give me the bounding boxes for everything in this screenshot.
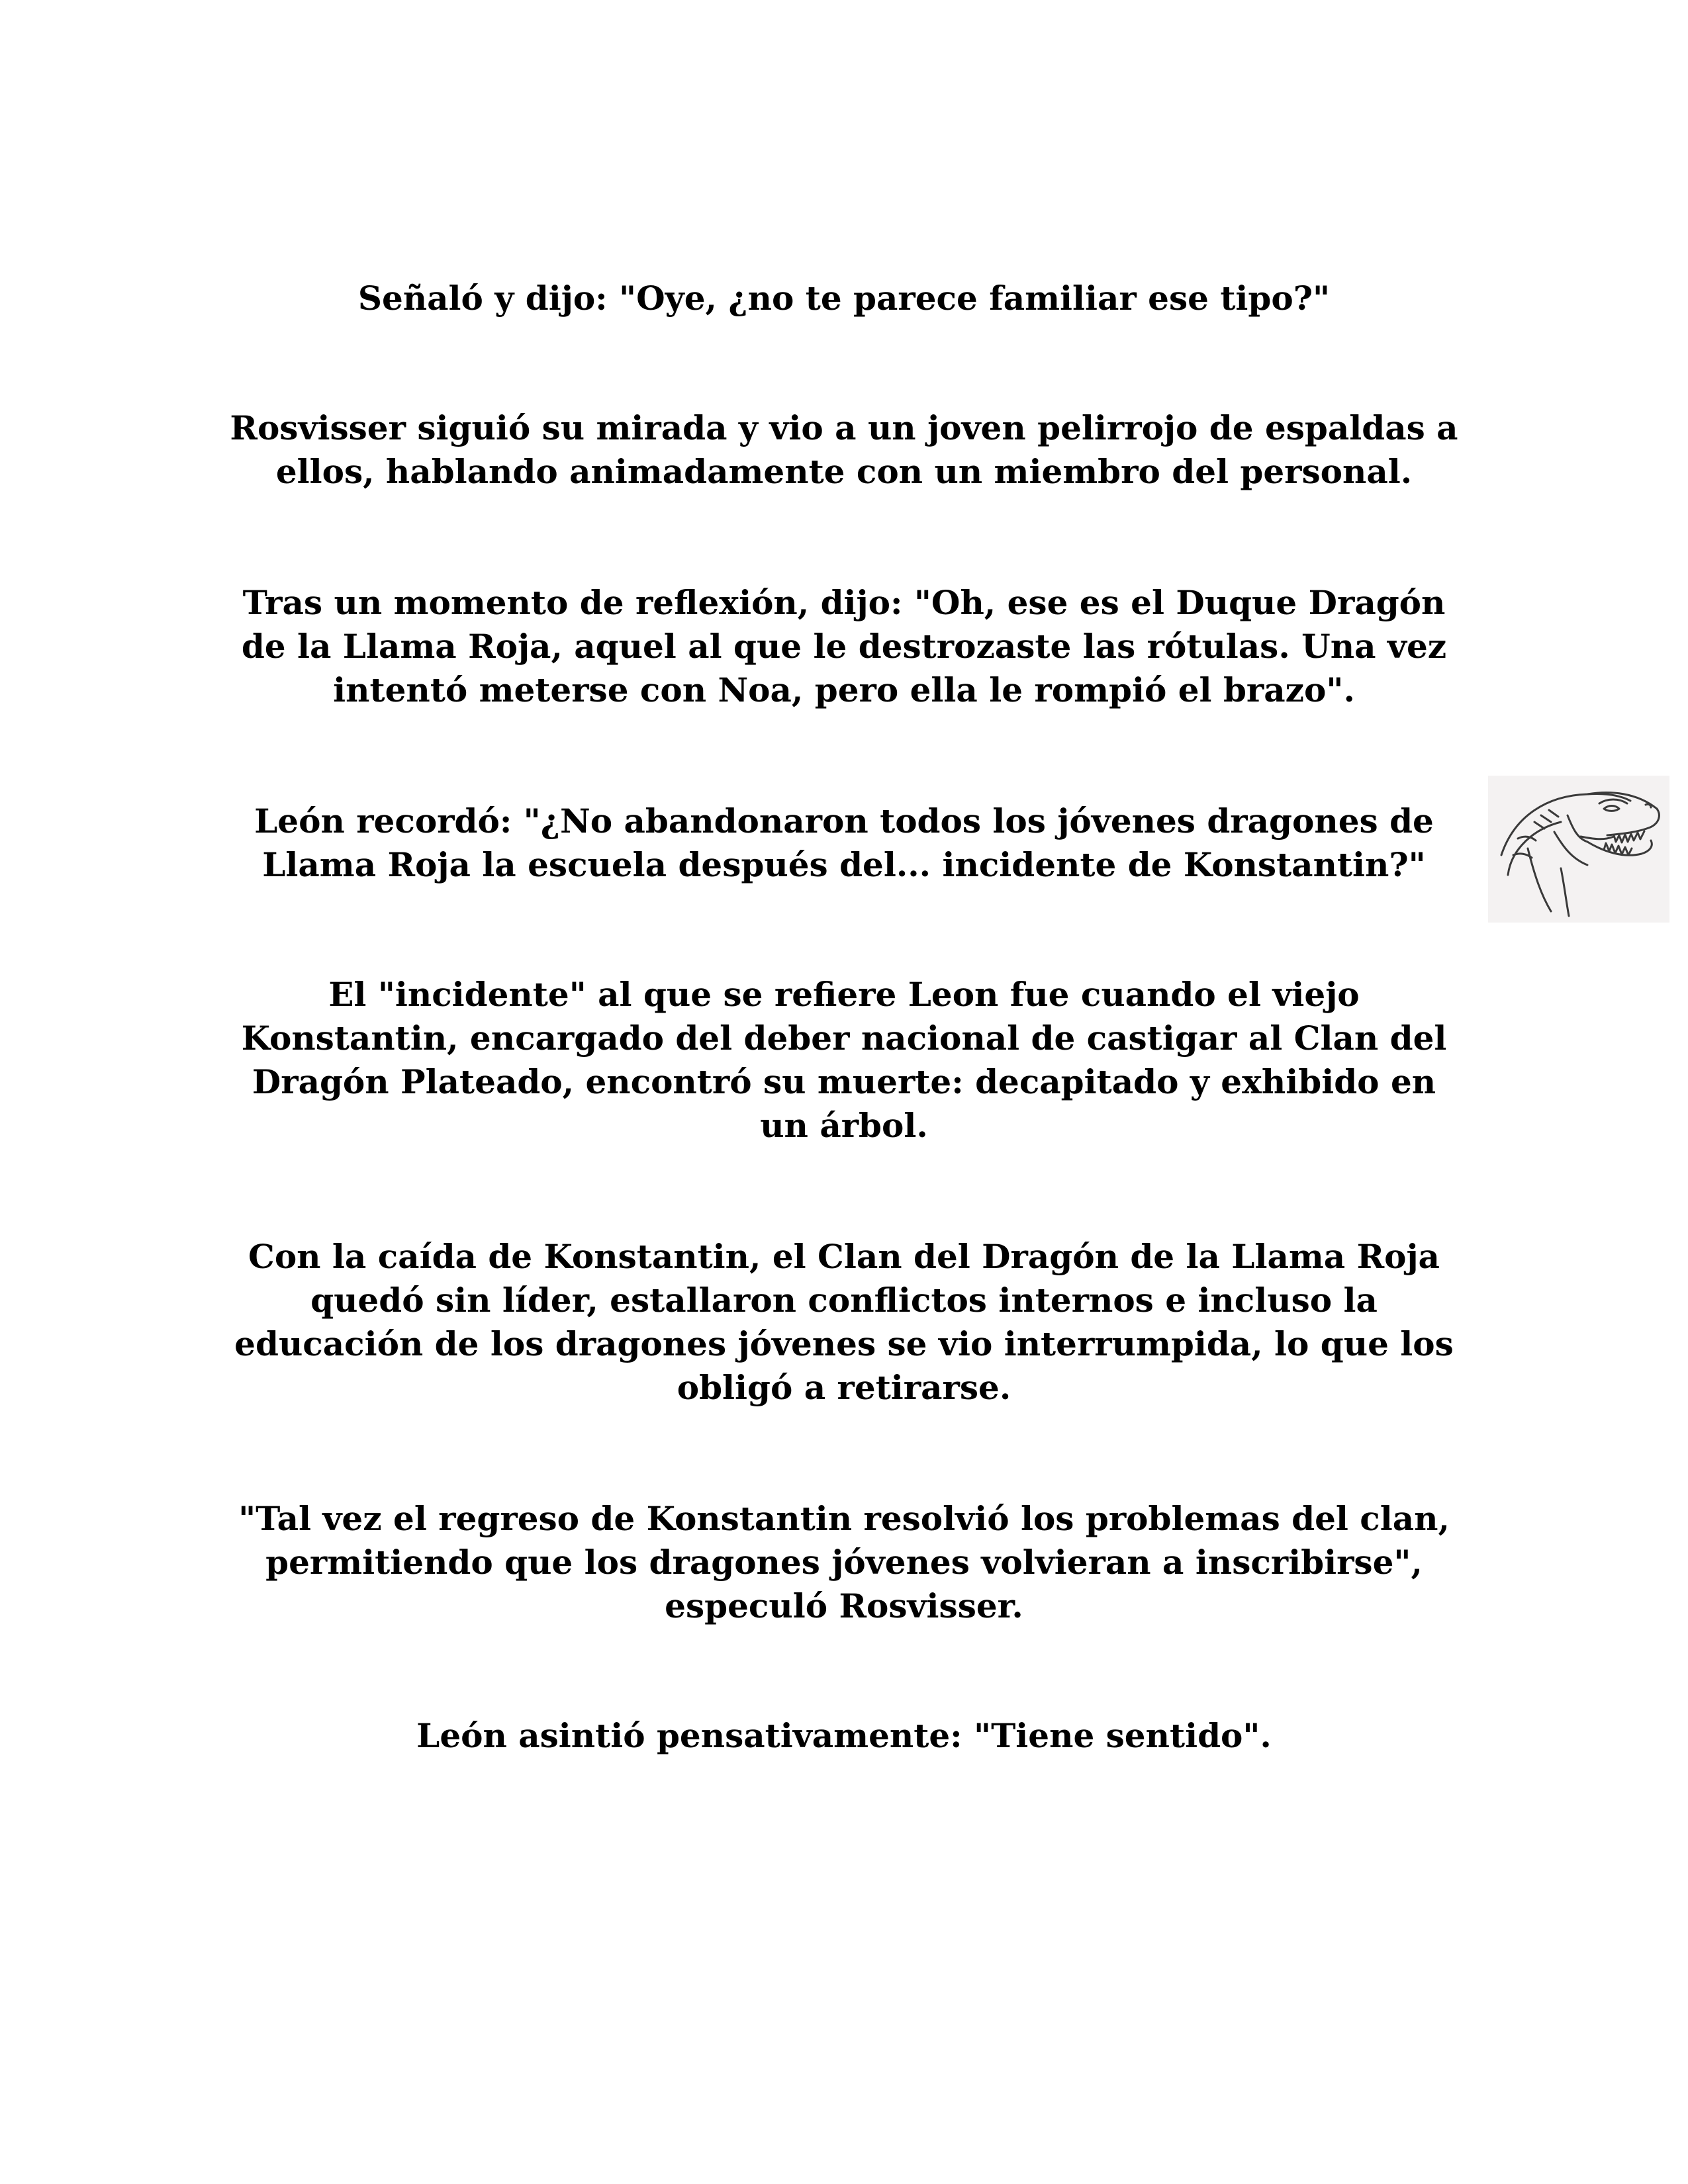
story-text — [225, 277, 1463, 1758]
dragon-head-sketch-icon — [1488, 776, 1669, 923]
paragraph-8: León asintió pensativamente: "Tiene sentido". — [416, 1716, 1272, 1755]
paragraph-4: León recordó: "¿No abandonaron todos los jóvenes dragones de Llama Roja la escuela después del... incidente de Konstantin?" — [254, 801, 1434, 884]
paragraph-7: "Tal vez el regreso de Konstantin resolvió los problemas del clan, permitiendo que los dragones jóvenes volvieran a inscribirse", especuló Rosvisser. — [238, 1499, 1450, 1625]
paragraph-6: Con la caída de Konstantin, el Clan del Dragón de la Llama Roja quedó sin líder, estallaron conflictos internos e incluso la educación de los dragones jóvenes se vio interrumpida, lo que los obligó a retirarse. — [234, 1237, 1454, 1407]
paragraph-5: El "incidente" al que se refiere Leon fue cuando el viejo Konstantin, encargado del deber nacional de castigar al Clan del Dragón Plateado, encontró su muerte: decapitado y exhibido en un árbol. — [241, 975, 1447, 1145]
paragraph-3: Tras un momento de reflexión, dijo: "Oh, ese es el Duque Dragón de la Llama Roja, aquel al que le destrozaste las rótulas. Una vez intentó meterse con Noa, pero ella le rompió el brazo". — [241, 583, 1447, 709]
paragraph-2: Rosvisser siguió su mirada y vio a un joven pelirrojo de espaldas a ellos, hablando animadamente con un miembro del personal. — [230, 408, 1458, 491]
paragraph-1: Señaló y dijo: "Oye, ¿no te parece familiar ese tipo?" — [357, 279, 1331, 318]
